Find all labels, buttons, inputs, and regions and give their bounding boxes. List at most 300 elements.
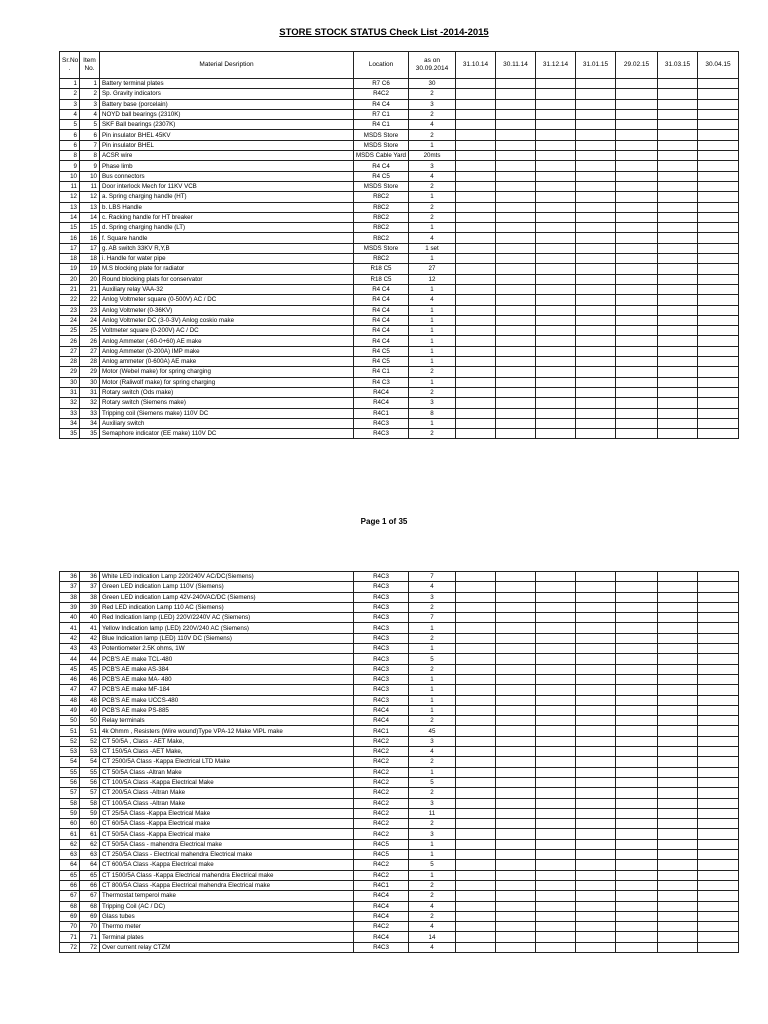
item-no-cell: 48 bbox=[80, 695, 100, 705]
monthly-check-cell bbox=[496, 674, 536, 684]
monthly-check-cell bbox=[456, 839, 496, 849]
monthly-check-cell bbox=[536, 120, 576, 130]
monthly-check-cell bbox=[496, 274, 536, 284]
monthly-check-cell bbox=[616, 685, 658, 695]
item-no-cell: 4 bbox=[80, 109, 100, 119]
monthly-check-cell bbox=[658, 592, 698, 602]
location-cell: MSDS Store bbox=[354, 130, 409, 140]
monthly-check-cell bbox=[576, 357, 616, 367]
monthly-check-cell bbox=[658, 674, 698, 684]
table-body-page-2 bbox=[60, 572, 739, 953]
monthly-check-cell bbox=[456, 326, 496, 336]
sr-no-cell: 40 bbox=[60, 613, 80, 623]
quantity-cell: 1 bbox=[409, 305, 456, 315]
monthly-check-cell bbox=[456, 99, 496, 109]
table-row bbox=[60, 891, 739, 901]
monthly-check-cell bbox=[658, 777, 698, 787]
monthly-check-cell bbox=[456, 418, 496, 428]
monthly-check-cell bbox=[456, 932, 496, 942]
table-row bbox=[60, 602, 739, 612]
material-cell: d. Spring charging handle (LT) bbox=[100, 223, 354, 233]
monthly-check-cell bbox=[576, 336, 616, 346]
location-cell: R4 C1 bbox=[354, 367, 409, 377]
sr-no-cell: 32 bbox=[60, 398, 80, 408]
monthly-check-cell bbox=[536, 891, 576, 901]
location-cell: R4C4 bbox=[354, 716, 409, 726]
location-cell: R4C2 bbox=[354, 829, 409, 839]
location-cell: R4C4 bbox=[354, 387, 409, 397]
monthly-check-cell bbox=[616, 109, 658, 119]
sr-no-cell: 15 bbox=[60, 223, 80, 233]
monthly-check-cell bbox=[456, 685, 496, 695]
monthly-check-cell bbox=[496, 223, 536, 233]
monthly-check-cell bbox=[576, 243, 616, 253]
header-date: 30.11.14 bbox=[496, 52, 536, 79]
monthly-check-cell bbox=[616, 181, 658, 191]
quantity-cell: 2 bbox=[409, 880, 456, 890]
monthly-check-cell bbox=[616, 736, 658, 746]
quantity-cell: 1 bbox=[409, 839, 456, 849]
location-cell: R4C3 bbox=[354, 602, 409, 612]
header-date: 29.02.15 bbox=[616, 52, 658, 79]
quantity-cell: 2 bbox=[409, 757, 456, 767]
material-cell: Battery base (porcelain) bbox=[100, 99, 354, 109]
monthly-check-cell bbox=[496, 747, 536, 757]
material-cell: ACSR wire bbox=[100, 151, 354, 161]
sr-no-cell: 11 bbox=[60, 181, 80, 191]
monthly-check-cell bbox=[496, 860, 536, 870]
monthly-check-cell bbox=[496, 716, 536, 726]
location-cell: R8C2 bbox=[354, 254, 409, 264]
table-row bbox=[60, 870, 739, 880]
sr-no-cell: 19 bbox=[60, 264, 80, 274]
monthly-check-cell bbox=[616, 408, 658, 418]
item-no-cell: 51 bbox=[80, 726, 100, 736]
monthly-check-cell bbox=[536, 911, 576, 921]
monthly-check-cell bbox=[536, 777, 576, 787]
sr-no-cell: 3 bbox=[60, 99, 80, 109]
monthly-check-cell bbox=[658, 644, 698, 654]
location-cell: R4C4 bbox=[354, 932, 409, 942]
monthly-check-cell bbox=[536, 757, 576, 767]
monthly-check-cell bbox=[496, 326, 536, 336]
location-cell: R4C2 bbox=[354, 777, 409, 787]
monthly-check-cell bbox=[536, 140, 576, 150]
table-row bbox=[60, 582, 739, 592]
material-cell: 4k Ohmm , Resisters (Wire wound)Type VPA-12 Make VIPL make bbox=[100, 726, 354, 736]
item-no-cell: 11 bbox=[80, 181, 100, 191]
item-no-cell: 26 bbox=[80, 336, 100, 346]
sr-no-cell: 31 bbox=[60, 387, 80, 397]
monthly-check-cell bbox=[456, 829, 496, 839]
monthly-check-cell bbox=[658, 767, 698, 777]
monthly-check-cell bbox=[658, 922, 698, 932]
monthly-check-cell bbox=[658, 284, 698, 294]
monthly-check-cell bbox=[658, 171, 698, 181]
monthly-check-cell bbox=[576, 726, 616, 736]
table-row bbox=[60, 336, 739, 346]
location-cell: R4C4 bbox=[354, 705, 409, 715]
monthly-check-cell bbox=[616, 602, 658, 612]
material-cell: Bus connectors bbox=[100, 171, 354, 181]
table-row bbox=[60, 685, 739, 695]
quantity-cell: 2 bbox=[409, 819, 456, 829]
monthly-check-cell bbox=[496, 880, 536, 890]
item-no-cell: 8 bbox=[80, 151, 100, 161]
monthly-check-cell bbox=[698, 644, 739, 654]
monthly-check-cell bbox=[576, 819, 616, 829]
location-cell: R4C2 bbox=[354, 922, 409, 932]
location-cell: R4C3 bbox=[354, 695, 409, 705]
monthly-check-cell bbox=[698, 572, 739, 582]
location-cell: R4C3 bbox=[354, 582, 409, 592]
monthly-check-cell bbox=[456, 408, 496, 418]
monthly-check-cell bbox=[576, 870, 616, 880]
monthly-check-cell bbox=[536, 747, 576, 757]
monthly-check-cell bbox=[536, 839, 576, 849]
monthly-check-cell bbox=[658, 408, 698, 418]
quantity-cell: 4 bbox=[409, 295, 456, 305]
monthly-check-cell bbox=[698, 839, 739, 849]
table-row bbox=[60, 429, 739, 439]
material-cell: Red Indication lamp (LED) 220V/2240V AC (Siemens) bbox=[100, 613, 354, 623]
item-no-cell: 50 bbox=[80, 716, 100, 726]
material-cell: CT 800/5A Class -Kappa Electrical mahendra Electrical make bbox=[100, 880, 354, 890]
monthly-check-cell bbox=[698, 181, 739, 191]
monthly-check-cell bbox=[616, 212, 658, 222]
monthly-check-cell bbox=[616, 747, 658, 757]
material-cell: Relay terminals bbox=[100, 716, 354, 726]
material-cell: PCB'S AE make MF-184 bbox=[100, 685, 354, 695]
table-row bbox=[60, 398, 739, 408]
location-cell: R4C3 bbox=[354, 633, 409, 643]
table-row bbox=[60, 736, 739, 746]
monthly-check-cell bbox=[456, 860, 496, 870]
material-cell: CT 1500/5A Class -Kappa Electrical mahendra Electrical make bbox=[100, 870, 354, 880]
monthly-check-cell bbox=[456, 305, 496, 315]
quantity-cell: 2 bbox=[409, 387, 456, 397]
sr-no-cell: 35 bbox=[60, 429, 80, 439]
monthly-check-cell bbox=[616, 613, 658, 623]
monthly-check-cell bbox=[576, 305, 616, 315]
monthly-check-cell bbox=[536, 212, 576, 222]
monthly-check-cell bbox=[536, 582, 576, 592]
table-row bbox=[60, 181, 739, 191]
table-row bbox=[60, 829, 739, 839]
table-row bbox=[60, 788, 739, 798]
monthly-check-cell bbox=[536, 398, 576, 408]
sr-no-cell: 70 bbox=[60, 922, 80, 932]
quantity-cell: 4 bbox=[409, 942, 456, 952]
sr-no-cell: 57 bbox=[60, 788, 80, 798]
monthly-check-cell bbox=[456, 747, 496, 757]
monthly-check-cell bbox=[536, 572, 576, 582]
monthly-check-cell bbox=[456, 613, 496, 623]
monthly-check-cell bbox=[536, 243, 576, 253]
table-row bbox=[60, 151, 739, 161]
monthly-check-cell bbox=[698, 233, 739, 243]
quantity-cell: 30 bbox=[409, 79, 456, 89]
monthly-check-cell bbox=[496, 346, 536, 356]
monthly-check-cell bbox=[536, 767, 576, 777]
monthly-check-cell bbox=[456, 922, 496, 932]
monthly-check-cell bbox=[536, 99, 576, 109]
monthly-check-cell bbox=[658, 891, 698, 901]
item-no-cell: 37 bbox=[80, 582, 100, 592]
monthly-check-cell bbox=[536, 387, 576, 397]
monthly-check-cell bbox=[658, 880, 698, 890]
monthly-check-cell bbox=[698, 860, 739, 870]
table-row bbox=[60, 264, 739, 274]
monthly-check-cell bbox=[536, 79, 576, 89]
table-row bbox=[60, 757, 739, 767]
material-cell: PCB'S AE make PS-885 bbox=[100, 705, 354, 715]
monthly-check-cell bbox=[536, 664, 576, 674]
sr-no-cell: 28 bbox=[60, 357, 80, 367]
monthly-check-cell bbox=[536, 357, 576, 367]
header-location: Location bbox=[354, 52, 409, 79]
monthly-check-cell bbox=[536, 346, 576, 356]
material-cell: CT 25/5A Class -Kappa Electrical Make bbox=[100, 808, 354, 818]
monthly-check-cell bbox=[698, 788, 739, 798]
monthly-check-cell bbox=[658, 295, 698, 305]
item-no-cell: 72 bbox=[80, 942, 100, 952]
material-cell: Sp. Gravity indicators bbox=[100, 89, 354, 99]
monthly-check-cell bbox=[658, 346, 698, 356]
sr-no-cell: 17 bbox=[60, 243, 80, 253]
location-cell: R4C3 bbox=[354, 572, 409, 582]
monthly-check-cell bbox=[456, 295, 496, 305]
monthly-check-cell bbox=[616, 850, 658, 860]
location-cell: R4 C3 bbox=[354, 377, 409, 387]
monthly-check-cell bbox=[456, 89, 496, 99]
monthly-check-cell bbox=[496, 613, 536, 623]
material-cell: Pin insulator BHEL bbox=[100, 140, 354, 150]
monthly-check-cell bbox=[536, 654, 576, 664]
table-row bbox=[60, 171, 739, 181]
monthly-check-cell bbox=[616, 243, 658, 253]
monthly-check-cell bbox=[698, 592, 739, 602]
monthly-check-cell bbox=[536, 788, 576, 798]
quantity-cell: 3 bbox=[409, 99, 456, 109]
monthly-check-cell bbox=[698, 613, 739, 623]
monthly-check-cell bbox=[616, 644, 658, 654]
table-row bbox=[60, 140, 739, 150]
monthly-check-cell bbox=[496, 726, 536, 736]
monthly-check-cell bbox=[536, 223, 576, 233]
monthly-check-cell bbox=[576, 572, 616, 582]
quantity-cell: 4 bbox=[409, 901, 456, 911]
material-cell: c. Racking handle for HT breaker bbox=[100, 212, 354, 222]
table-row bbox=[60, 161, 739, 171]
sr-no-cell: 13 bbox=[60, 202, 80, 212]
monthly-check-cell bbox=[616, 623, 658, 633]
header-date: 30.04.15 bbox=[698, 52, 739, 79]
material-cell: i. Handle for water pipe bbox=[100, 254, 354, 264]
monthly-check-cell bbox=[456, 79, 496, 89]
monthly-check-cell bbox=[496, 161, 536, 171]
monthly-check-cell bbox=[576, 346, 616, 356]
table-row bbox=[60, 212, 739, 222]
location-cell: R4C5 bbox=[354, 839, 409, 849]
monthly-check-cell bbox=[456, 901, 496, 911]
monthly-check-cell bbox=[616, 377, 658, 387]
location-cell: R8C2 bbox=[354, 223, 409, 233]
table-row bbox=[60, 243, 739, 253]
material-cell: NOYD ball bearings (2310K) bbox=[100, 109, 354, 119]
monthly-check-cell bbox=[616, 664, 658, 674]
location-cell: R4 C5 bbox=[354, 171, 409, 181]
material-cell: Pin insulator BHEL 45KV bbox=[100, 130, 354, 140]
item-no-cell: 60 bbox=[80, 819, 100, 829]
table-row bbox=[60, 942, 739, 952]
material-cell: Terminal plates bbox=[100, 932, 354, 942]
location-cell: R4C3 bbox=[354, 623, 409, 633]
monthly-check-cell bbox=[456, 387, 496, 397]
table-row bbox=[60, 695, 739, 705]
monthly-check-cell bbox=[616, 140, 658, 150]
monthly-check-cell bbox=[658, 757, 698, 767]
quantity-cell: 1 bbox=[409, 685, 456, 695]
item-no-cell: 42 bbox=[80, 633, 100, 643]
sr-no-cell: 29 bbox=[60, 367, 80, 377]
quantity-cell: 4 bbox=[409, 582, 456, 592]
sr-no-cell: 2 bbox=[60, 89, 80, 99]
monthly-check-cell bbox=[576, 254, 616, 264]
monthly-check-cell bbox=[496, 623, 536, 633]
monthly-check-cell bbox=[496, 264, 536, 274]
monthly-check-cell bbox=[496, 901, 536, 911]
monthly-check-cell bbox=[536, 592, 576, 602]
item-no-cell: 36 bbox=[80, 572, 100, 582]
sr-no-cell: 61 bbox=[60, 829, 80, 839]
quantity-cell: 1 bbox=[409, 357, 456, 367]
item-no-cell: 6 bbox=[80, 130, 100, 140]
quantity-cell: 2 bbox=[409, 891, 456, 901]
monthly-check-cell bbox=[496, 922, 536, 932]
monthly-check-cell bbox=[658, 130, 698, 140]
location-cell: R4C3 bbox=[354, 429, 409, 439]
monthly-check-cell bbox=[576, 592, 616, 602]
item-no-cell: 55 bbox=[80, 767, 100, 777]
monthly-check-cell bbox=[616, 633, 658, 643]
sr-no-cell: 22 bbox=[60, 295, 80, 305]
monthly-check-cell bbox=[576, 377, 616, 387]
quantity-cell: 1 bbox=[409, 284, 456, 294]
table-row bbox=[60, 623, 739, 633]
table-row bbox=[60, 767, 739, 777]
quantity-cell: 20mts bbox=[409, 151, 456, 161]
material-cell: Green LED indication Lamp 110V (Siemens) bbox=[100, 582, 354, 592]
monthly-check-cell bbox=[576, 161, 616, 171]
sr-no-cell: 62 bbox=[60, 839, 80, 849]
material-cell: Voltmeter square (0-200V) AC / DC bbox=[100, 326, 354, 336]
monthly-check-cell bbox=[658, 572, 698, 582]
monthly-check-cell bbox=[616, 130, 658, 140]
quantity-cell: 1 bbox=[409, 850, 456, 860]
monthly-check-cell bbox=[658, 387, 698, 397]
monthly-check-cell bbox=[456, 254, 496, 264]
monthly-check-cell bbox=[536, 254, 576, 264]
material-cell: M.S blocking plate for radiator bbox=[100, 264, 354, 274]
monthly-check-cell bbox=[576, 140, 616, 150]
monthly-check-cell bbox=[456, 130, 496, 140]
monthly-check-cell bbox=[698, 357, 739, 367]
location-cell: R8C2 bbox=[354, 212, 409, 222]
quantity-cell: 2 bbox=[409, 429, 456, 439]
monthly-check-cell bbox=[536, 633, 576, 643]
location-cell: R4C2 bbox=[354, 736, 409, 746]
item-no-cell: 16 bbox=[80, 233, 100, 243]
item-no-cell: 5 bbox=[80, 120, 100, 130]
item-no-cell: 19 bbox=[80, 264, 100, 274]
table-row bbox=[60, 357, 739, 367]
monthly-check-cell bbox=[456, 109, 496, 119]
table-row bbox=[60, 367, 739, 377]
sr-no-cell: 24 bbox=[60, 315, 80, 325]
item-no-cell: 17 bbox=[80, 243, 100, 253]
material-cell: CT 50/5A , Class - AET Make, bbox=[100, 736, 354, 746]
monthly-check-cell bbox=[658, 315, 698, 325]
sr-no-cell: 43 bbox=[60, 644, 80, 654]
item-no-cell: 44 bbox=[80, 654, 100, 664]
monthly-check-cell bbox=[496, 398, 536, 408]
monthly-check-cell bbox=[456, 336, 496, 346]
quantity-cell: 4 bbox=[409, 747, 456, 757]
material-cell: Glass tubes bbox=[100, 911, 354, 921]
sheet-page-2 bbox=[0, 560, 768, 1024]
monthly-check-cell bbox=[576, 716, 616, 726]
monthly-check-cell bbox=[658, 839, 698, 849]
monthly-check-cell bbox=[576, 326, 616, 336]
item-no-cell: 9 bbox=[80, 161, 100, 171]
quantity-cell: 2 bbox=[409, 202, 456, 212]
monthly-check-cell bbox=[496, 644, 536, 654]
material-cell: Potentiometer 2.5K ohms, 1W bbox=[100, 644, 354, 654]
material-cell: Semaphore indicator (EE make) 110V DC bbox=[100, 429, 354, 439]
table-row bbox=[60, 572, 739, 582]
item-no-cell: 65 bbox=[80, 870, 100, 880]
monthly-check-cell bbox=[496, 798, 536, 808]
sr-no-cell: 55 bbox=[60, 767, 80, 777]
monthly-check-cell bbox=[616, 151, 658, 161]
sr-no-cell: 10 bbox=[60, 171, 80, 181]
monthly-check-cell bbox=[698, 398, 739, 408]
monthly-check-cell bbox=[658, 192, 698, 202]
monthly-check-cell bbox=[658, 79, 698, 89]
sr-no-cell: 51 bbox=[60, 726, 80, 736]
material-cell: CT 100/5A Class -Kappa Electrical Make bbox=[100, 777, 354, 787]
monthly-check-cell bbox=[576, 891, 616, 901]
document-title: STORE STOCK STATUS Check List -2014-2015 bbox=[279, 27, 489, 38]
monthly-check-cell bbox=[576, 582, 616, 592]
monthly-check-cell bbox=[576, 942, 616, 952]
monthly-check-cell bbox=[658, 418, 698, 428]
item-no-cell: 23 bbox=[80, 305, 100, 315]
monthly-check-cell bbox=[456, 757, 496, 767]
quantity-cell: 7 bbox=[409, 613, 456, 623]
monthly-check-cell bbox=[576, 685, 616, 695]
monthly-check-cell bbox=[658, 151, 698, 161]
item-no-cell: 12 bbox=[80, 192, 100, 202]
sr-no-cell: 53 bbox=[60, 747, 80, 757]
item-no-cell: 66 bbox=[80, 880, 100, 890]
monthly-check-cell bbox=[496, 418, 536, 428]
monthly-check-cell bbox=[658, 602, 698, 612]
header-sr-no: Sr.No . bbox=[60, 52, 80, 79]
monthly-check-cell bbox=[576, 839, 616, 849]
item-no-cell: 3 bbox=[80, 99, 100, 109]
